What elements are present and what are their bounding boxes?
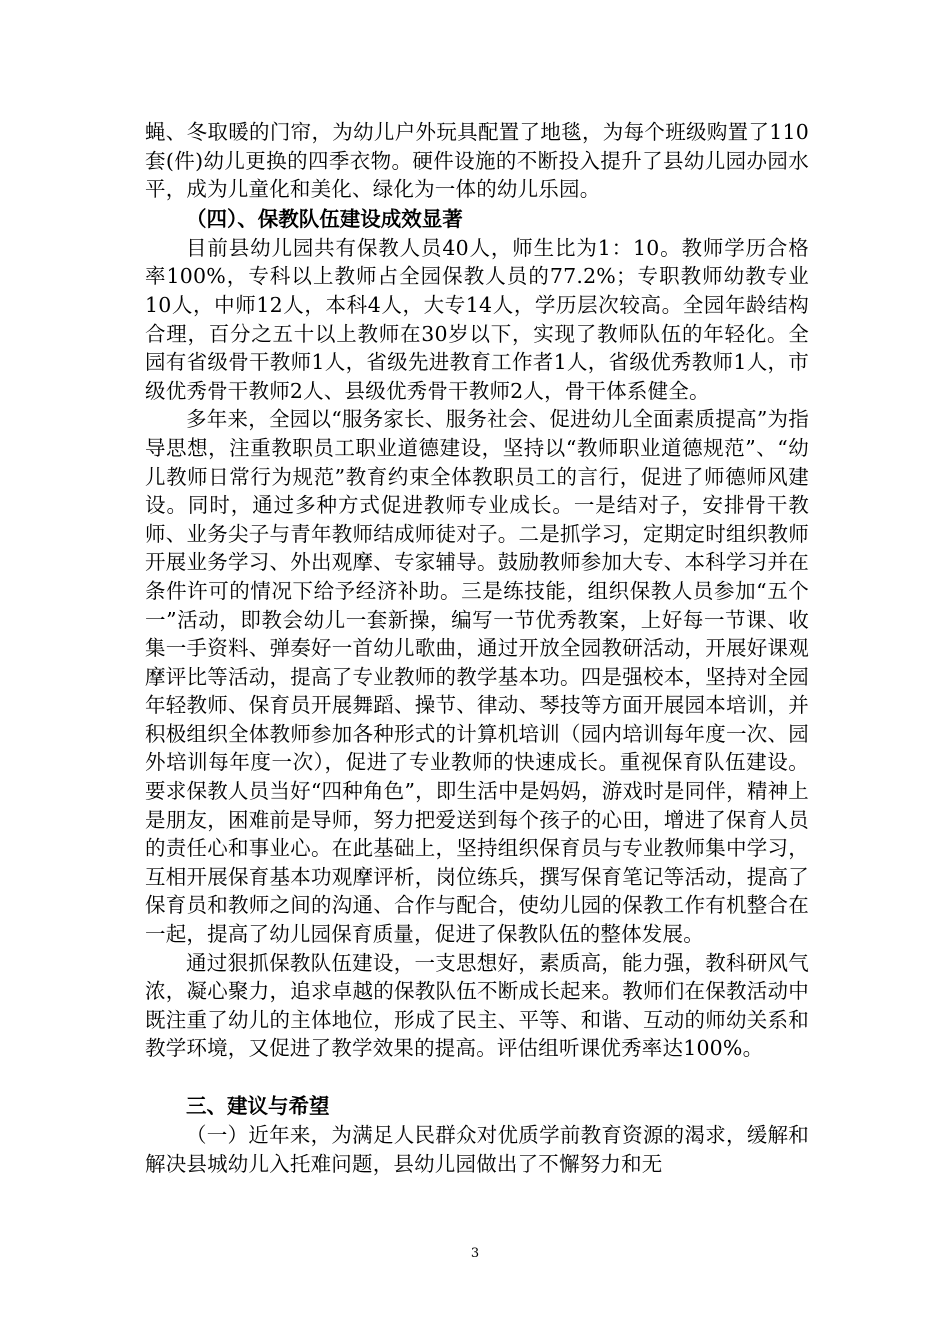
section-spacer [145,1063,809,1091]
paragraph-staff-development: 多年来，全园以“服务家长、服务社会、促进幼儿全面素质提高”为指导思想，注重教职员工职业道德建设，坚持以“教师职业道德规范”、“幼儿教师日常行为规范”教育约束全体教职员工的言行，促进了师德师风建设。同时，通过多种方式促进教师专业成长。一是结对子，安排骨干教师、业务尖子与青年教师结成师徒对子。二是抓学习，定期定时组织教师开展业务学习、外出观摩、专家辅导。鼓励教师参加大专、本科学习并在条件许可的情况下给予经济补助。三是练技能，组织保教人员参加“五个一”活动，即教会幼儿一套新操，编写一节优秀教案，上好每一节课、收集一手资料、弹奏好一首幼儿歌曲，通过开放全园教研活动，开展好课观摩评比等活动，提高了专业教师的教学基本功。四是强校本，坚持对全园年轻教师、保育员开展舞蹈、操节、律动、琴技等方面开展园本培训，并积极组织全体教师参加各种形式的计算机培训（园内培训每年度一次、园外培训每年度一次），促进了专业教师的快速成长。重视保育队伍建设。要求保教人员当好“四种角色”，即生活中是妈妈，游戏时是同伴，精神上是朋友，困难前是导师，努力把爱送到每个孩子的心田，增进了保育人员的责任心和事业心。在此基础上，坚持组织保育员与专业教师集中学习，互相开展保育基本功观摩评析，岗位练兵，撰写保育笔记等活动，提高了保育员和教师之间的沟通、合作与配合，使幼儿园的保教工作有机整合在一起，提高了幼儿园保育质量，促进了保教队伍的整体发展。 [145,407,809,947]
paragraph-team-results: 通过狠抓保教队伍建设，一支思想好，素质高，能力强，教科研风气浓，凝心聚力，追求卓越的保教队伍不断成长起来。教师们在保教活动中既注重了幼儿的主体地位，形成了民主、平等、和谐、互动的师幼关系和教学环境，又促进了教学效果的提高。评估组听课优秀率达100%。 [145,950,809,1061]
section-heading-staff-team: （四）、保教队伍建设成效显著 [186,206,463,231]
paragraph-suggestion-one: （一）近年来，为满足人民群众对优质学前教育资源的渴求，缓解和解决县城幼儿入托难问题，县幼儿园做出了不懈努力和无 [145,1123,809,1176]
paragraph-staff-statistics: 目前县幼儿园共有保教人员40人，师生比为1：10。教师学历合格率100%，专科以上教师占全园保教人员的77.2%；专职教师幼教专业10人，中师12人，本科4人，大专14人，学历层次较高。全园年龄结构合理，百分之五十以上教师在30岁以下，实现了教师队伍的年轻化。全园有省级骨干教师1人，省级先进教育工作者1人，省级优秀教师1人，市级优秀骨干教师2人、县级优秀骨干教师2人，骨干体系健全。 [145,235,809,403]
section-heading-suggestions: 三、建议与希望 [186,1094,330,1118]
paragraph-facilities-continued: 蝇、冬取暖的门帘，为幼儿户外玩具配置了地毯，为每个班级购置了110套(件)幼儿更换的四季衣物。硬件设施的不断投入提升了县幼儿园办园水平，成为儿童化和美化、绿化为一体的幼儿乐园。 [145,120,809,202]
page-number: 3 [470,1246,480,1261]
document-page [145,118,809,1178]
